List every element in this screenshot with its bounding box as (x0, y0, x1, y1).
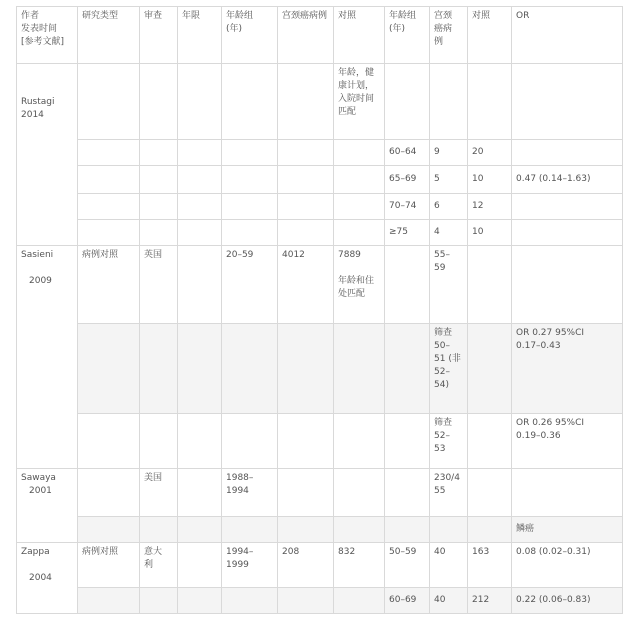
or-value: 0.47 (0.14–1.63) (512, 166, 623, 194)
col-sub-controls: 对照 (468, 7, 512, 64)
control-note: 年龄和住 处匹配 (338, 276, 375, 299)
sub-controls: 212 (468, 588, 512, 614)
age-range: 1994– 1999 (222, 543, 278, 588)
col-review: 审查 (140, 7, 178, 64)
sub-controls: 10 (468, 166, 512, 194)
sub-age: 60–64 (385, 140, 430, 166)
or-value: OR 0.27 95%CI 0.17–0.43 (512, 324, 623, 414)
sub-controls: 12 (468, 194, 512, 220)
age-range: 20–59 (222, 246, 278, 324)
author-cell (17, 246, 78, 469)
or-value (512, 220, 623, 246)
col-years: 年限 (178, 7, 222, 64)
or-value: 0.08 (0.02–0.31) (512, 543, 623, 588)
table-row (17, 64, 623, 140)
review-country: 英国 (140, 246, 178, 324)
or-value: 0.22 (0.06–0.83) (512, 588, 623, 614)
control-count: 7889 (338, 250, 361, 260)
or-value: OR 0.26 95%CI 0.19–0.36 (512, 414, 623, 469)
sub-cases: 230/4 55 (430, 469, 468, 517)
sub-age: 60–69 (385, 588, 430, 614)
author-name: Sasieni (21, 250, 54, 260)
control-note: 年龄，健 康计划， 入院时间 匹配 (334, 64, 385, 140)
sub-cases: 筛查 52– 53 (430, 414, 468, 469)
case-count: 4012 (278, 246, 334, 324)
table-row (17, 194, 623, 220)
sub-cases: 5 (430, 166, 468, 194)
sub-cases: 9 (430, 140, 468, 166)
sub-controls: 10 (468, 220, 512, 246)
table-row (17, 140, 623, 166)
col-age-group: 年龄组 (年) (222, 7, 278, 64)
author-year: 2004 (29, 573, 52, 583)
sub-age: 65–69 (385, 166, 430, 194)
sub-age: 50–59 (385, 543, 430, 588)
study-type: 病例对照 (78, 543, 140, 588)
sub-cases: 40 (430, 588, 468, 614)
author-year: 2001 (29, 486, 52, 496)
sub-cases: 筛查 50– 51 (非 52– 54) (430, 324, 468, 414)
age-range: 1988– 1994 (222, 469, 278, 517)
author-name: Zappa (21, 547, 50, 557)
review-country: 美国 (140, 469, 178, 517)
table-row (17, 414, 623, 469)
sub-cases: 55– 59 (430, 246, 468, 324)
col-cases: 宫颈癌病例 (278, 7, 334, 64)
author-cell (17, 469, 78, 543)
or-value: 鳞癌 (512, 517, 623, 543)
study-table (16, 6, 623, 614)
table-row (17, 324, 623, 414)
table-row (17, 166, 623, 194)
col-controls: 对照 (334, 7, 385, 64)
sub-cases: 6 (430, 194, 468, 220)
review-country: 意大 利 (140, 543, 178, 588)
control-count: 832 (334, 543, 385, 588)
table-row (17, 517, 623, 543)
col-or: OR (512, 7, 623, 64)
sub-cases: 40 (430, 543, 468, 588)
sub-controls: 163 (468, 543, 512, 588)
sub-age: 70–74 (385, 194, 430, 220)
or-value (512, 194, 623, 220)
author-cell: Rustagi 2014 (17, 64, 78, 246)
table-row (17, 246, 623, 324)
col-study-type: 研究类型 (78, 7, 140, 64)
sub-controls: 20 (468, 140, 512, 166)
study-type: 病例对照 (78, 246, 140, 324)
table-row (17, 220, 623, 246)
case-count: 208 (278, 543, 334, 588)
header-row (17, 7, 623, 64)
control-cell (334, 246, 385, 324)
author-name: Sawaya (21, 473, 56, 483)
author-year: 2009 (29, 276, 52, 286)
sub-age: ≥75 (385, 220, 430, 246)
col-sub-cases: 宫颈 癌病 例 (430, 7, 468, 64)
author-cell (17, 543, 78, 614)
table-row (17, 469, 623, 517)
col-sub-age-group: 年龄组 (年) (385, 7, 430, 64)
table-row (17, 588, 623, 614)
or-value (512, 140, 623, 166)
table-row (17, 543, 623, 588)
col-author: 作者 发表时间 [参考文献] (17, 7, 78, 64)
sub-cases: 4 (430, 220, 468, 246)
